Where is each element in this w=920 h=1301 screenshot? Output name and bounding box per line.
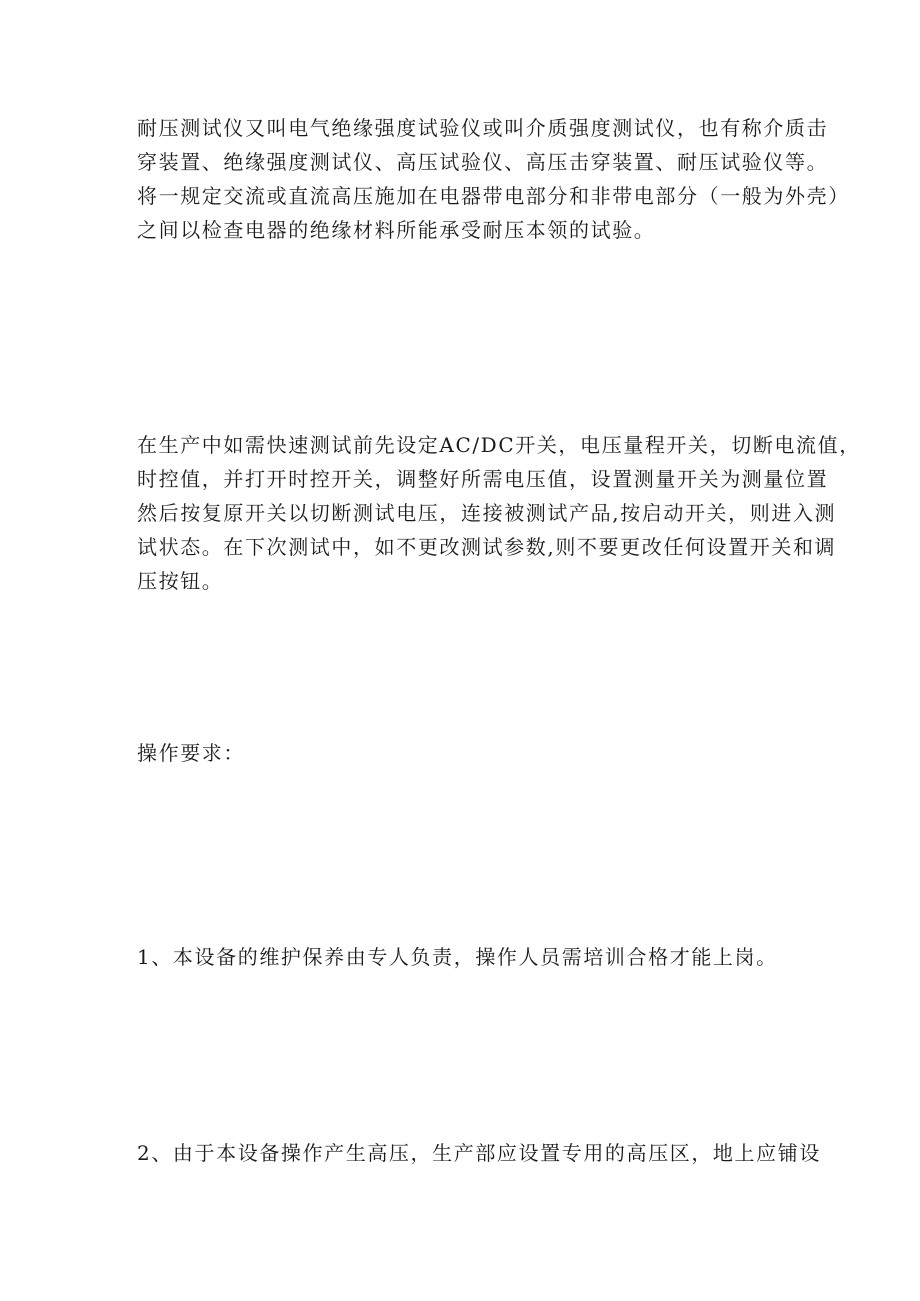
text-line: 之间以检查电器的绝缘材料所能承受耐压本领的试验。 <box>137 218 656 242</box>
text-line: 压按钮。 <box>137 569 224 593</box>
section-heading-requirements <box>137 736 809 770</box>
text-line: 1、本设备的维护保养由专人负责，操作人员需培训合格才能上岗。 <box>137 945 778 969</box>
text-line: 穿装置、绝缘强度测试仪、高压试验仪、高压击穿装置、耐压试验仪等。 <box>137 150 829 174</box>
text-line: 操作要求： <box>137 741 245 765</box>
text-line: 然后按复原开关以切断测试电压，连接被测试产品,按启动开关，则进入测 <box>137 501 837 525</box>
text-line: 将一规定交流或直流高压施加在电器带电部分和非带电部分（一般为外壳） <box>137 184 850 208</box>
list-item-2 <box>137 1136 821 1170</box>
list-item-1 <box>137 940 809 974</box>
text-line: 在生产中如需快速测试前先设定AC/DC开关，电压量程开关，切断电流值， <box>137 433 861 457</box>
text-line: 耐压测试仪又叫电气绝缘强度试验仪或叫介质强度测试仪，也有称介质击 <box>137 116 829 140</box>
paragraph-quick-test <box>137 428 861 598</box>
paragraph-intro <box>137 111 850 247</box>
text-line: 2、由于本设备操作产生高压，生产部应设置专用的高压区，地上应铺设 <box>137 1141 821 1165</box>
text-line: 时控值，并打开时控开关，调整好所需电压值，设置测量开关为测量位置 <box>137 467 829 491</box>
text-line: 试状态。在下次测试中，如不更改测试参数,则不要更改任何设置开关和调 <box>137 535 837 559</box>
